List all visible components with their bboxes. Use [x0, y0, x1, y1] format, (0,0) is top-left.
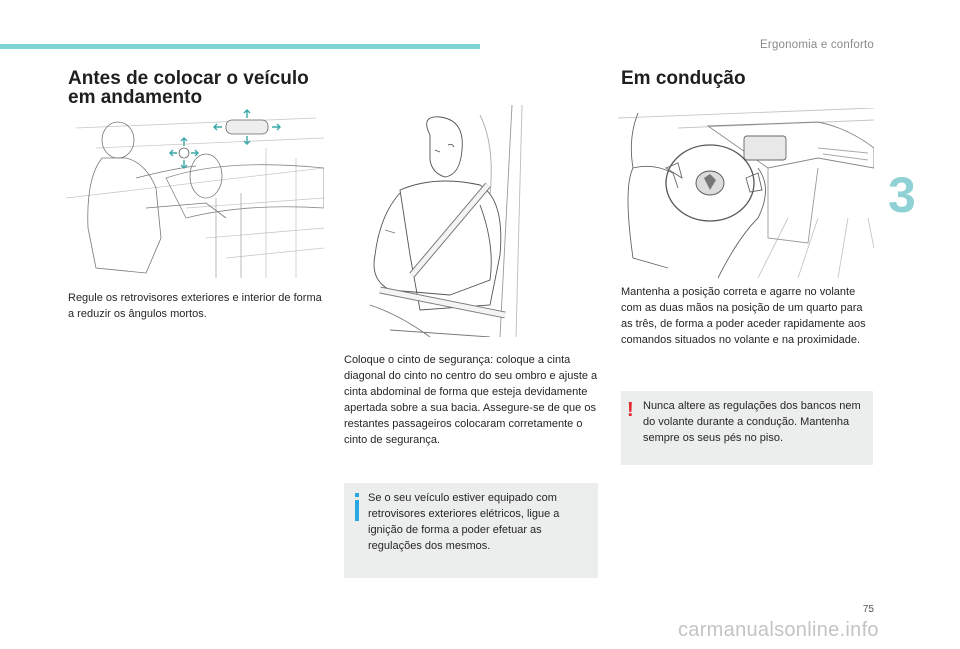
watermark: carmanualsonline.info: [678, 619, 879, 641]
chapter-number: 3: [888, 167, 916, 223]
mirrors-instruction: Regule os retrovisores exteriores e interior de forma a reduzir os ângulos mortos.: [68, 292, 322, 320]
section-heading-while-driving: Em condução: [621, 68, 746, 89]
page-number: 75: [862, 604, 874, 615]
seat-belt-illustration: [340, 105, 530, 337]
steering-wheel-illustration: [618, 108, 874, 278]
heading-line-1: Antes de colocar o veículo: [68, 68, 309, 89]
info-icon: [352, 493, 362, 521]
heading-line-2: em andamento: [68, 87, 203, 108]
seat-belt-instruction: Coloque o cinto de segurança: coloque a cinta diagonal do cinto no centro do seu ombro e ajuste a cinta abdominal de forma que esteja devidamente apertada sobre a sua bacia. Assegure-se de que os restantes passageiros colocaram corretamente o cinto de segurança.: [344, 354, 598, 446]
warning-note-box: [621, 391, 873, 465]
mirror-adjustment-illustration: [66, 108, 324, 278]
section-heading-before-driving: [68, 69, 338, 107]
steering-instruction: Mantenha a posição correta e agarre no volante com as duas mãos na posição de um quarto para as três, de forma a poder aceder rapidamente aos comandos situados no volante e na proximidade.: [621, 286, 866, 346]
top-accent-bar: [0, 44, 480, 49]
running-header: Ergonomia e conforto: [760, 39, 874, 51]
info-note-text: Se o seu veículo estiver equipado com retrovisores exteriores elétricos, ligue a ignição de forma a poder efetuar as regulações dos mesmos.: [368, 492, 560, 552]
info-note-box: [344, 483, 598, 578]
warning-note-text: Nunca altere as regulações dos bancos nem do volante durante a condução. Mantenha sempre os seus pés no piso.: [643, 400, 861, 444]
warning-icon: !: [627, 399, 634, 421]
